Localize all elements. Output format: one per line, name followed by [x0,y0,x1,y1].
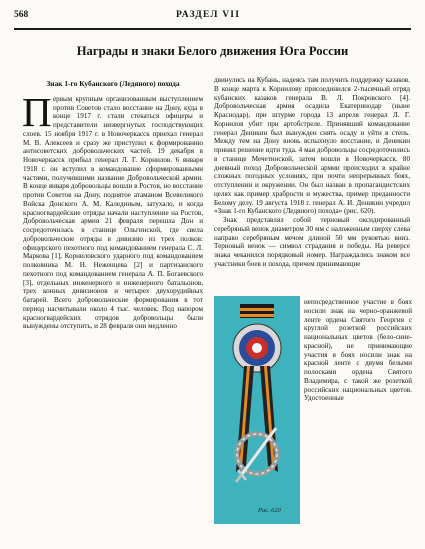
intro-paragraph [22,88,203,331]
page-title: Награды и знаки Белого движения Юга России [76,44,349,58]
badge-description-paragraph: Знак представлял собой терновый оксидированный серебряный венок диаметром 30 мм с наложенным сверху слева направо серебряным мечом длиной 50 мм рукоятью вниз. Терновый венок — символ страдания и победы. На реверсе знака чеканился порядковый номер. Награждались знаком все участники боев и похода, причем принимающие [214,216,410,268]
drop-cap: П [22,88,52,135]
ribbon-icon [240,304,274,318]
rosette-icon [233,324,281,372]
right-column [214,76,410,269]
subheading: Знак 1-го Кубанского (Ледяного) похода [46,79,180,88]
badge-illustration [214,296,300,524]
history-paragraph: двинулись на Кубань, надеясь там получить поддержку казаков. В конце марта к Корнилову присоединился 2-тысячный отряд кубанских казаков генерала В. Л. Покровского [4]. Добровольческая армия осадила Екатеринодар (ныне Краснодар), при штурме города 13 апреля генерал Л. Г. Корнилов убит при артобстреле. Принявший командование генерал Деникин был вынужден снять осаду и уйти в степь. Между тем на Дону вновь вспыхнуло восстание, и Деникин принял решение идти туда. 4 мая добровольцы сосредоточились в станице Мечетинской, затем вошли в Новочеркасск. 80 дневный поход Добровольческой армии происходил в крайне сложных погодных условиях, при почти непрерывных боях, отступлении и окружении. Он был назван в пропагандистских целях как пример храбрости и мужества, пример преданности Белому делу. 19 августа 1918 г. генерал А. И. Деникин учредил «Знак 1-го Кубанского (Ледяного) похода» (рис. 620). [214,76,410,216]
figure-caption: Рис. 620 [258,507,281,514]
section-label: РАЗДЕЛ VII [176,10,241,20]
left-column [23,80,203,331]
running-header [14,10,411,24]
figure-620 [214,296,300,524]
header-rule [14,28,411,30]
page-number: 568 [14,10,29,20]
side-text: непосредственное участие в боях носили знак на черно-оранжевой ленте ордена Святого Георгия с круглой розеткой российских национальных цветов (бело-сине-красной), не принимающие участия в боях носили знак на красной ленте с двумя белыми полосками ордена Святого Владимира, с такой же розеткой российских национальных цветов. Удостоенные [304,298,412,403]
intro-paragraph-text: ервым крупным организованным выступлением против Советов стало восстание на Дону, куда в конце 1917 г. стали стекаться офицеры и представители низвергнутых господствующих слоев. 15 ноября 1917 г. в Новочеркасск приехал генерал М. В. Алексеев и сразу же приступил к формированию антисоветских добровольческих частей. 19 декабря в Новочеркасск прибыл генерал Л. Г. Корнилов. 6 января 1918 г. он вступил в командование сформированными частями, получившими название Добровольческой армии. В конце января добровольцы вошли в Ростов, но восстание против Советов на Дону, поднятое атаманом Всевеликого Войска Донского А. М. Калединым, затухало, и когда красногвардейские отряды начали наступление на Ростов, Добровольческая армия 21 февраля перешла Дон и сосредоточилась в станице Ольгинской, где свела добровольческие отряды в дивизию из трех полков: офицерского пехотного под командованием генерала С. Л. Маркова [1], Корниловского ударного под командованием полковника М. Н. Неженцева [2] и партизанского пехотного под командованием генерала А. П. Богаевского [3], отдельных инженерного и инженерного батальонов, трех конных дивизионов и четырех двухорудийных батарей. Всего добровольческие формирования в тот период насчитывали около 4 тыс. человек. Под напором красногвардейских отрядов добровольцы были вынуждены отступить, и 28 февраля они медленно [23,94,203,331]
